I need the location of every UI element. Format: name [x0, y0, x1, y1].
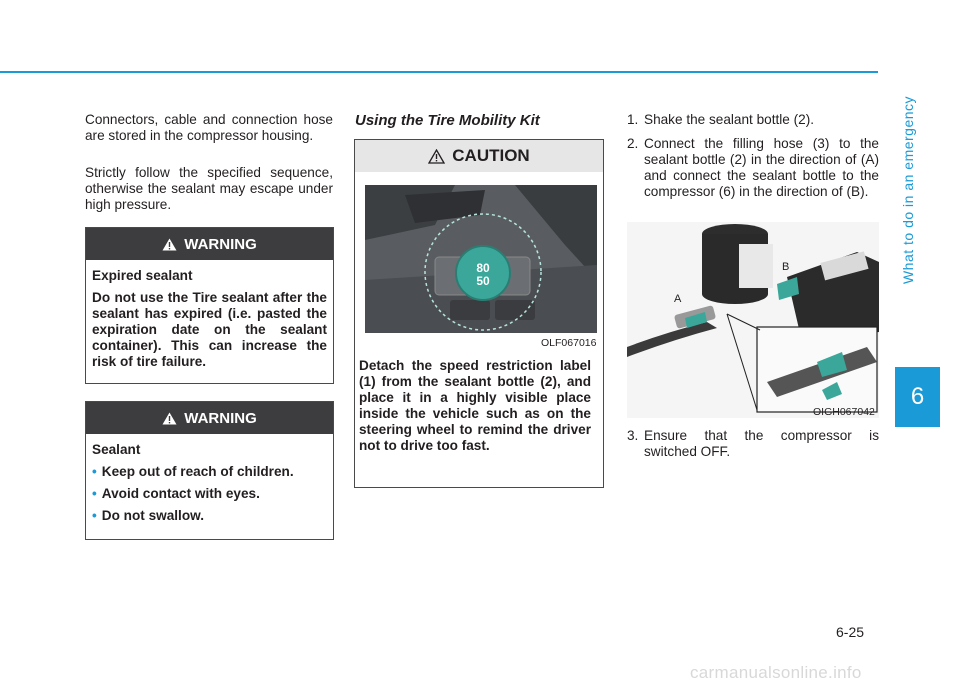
warning-title: Expired sealant	[92, 268, 193, 283]
caution-header-label: CAUTION	[452, 146, 530, 165]
bullet-item: • Do not swallow.	[92, 508, 204, 523]
steps-list	[627, 112, 879, 200]
warning-triangle-icon	[162, 238, 177, 251]
steps-list-continued	[627, 428, 879, 460]
caution-triangle-icon	[428, 149, 445, 164]
section-title: Using the Tire Mobility Kit	[355, 112, 540, 129]
intro-paragraph: Connectors, cable and connection hose are stored in the compressor housing.	[85, 112, 333, 143]
caution-text: Detach the speed restriction label (1) from the sealant bottle (2), and place it in a highly visible place inside the vehicle such as on the steering wheel to remind the driver not to drive too fast.	[359, 358, 591, 453]
sequence-paragraph: Strictly follow the specified sequence, otherwise the sealant may escape under high pressure.	[85, 165, 333, 212]
warning-text: Do not use the Tire sealant after the sealant has expired (i.e. pasted the expiration date on the sealant container). This can increase the risk of tire failure.	[92, 290, 327, 369]
warning-header	[86, 228, 333, 260]
watermark: carmanualsonline.info	[690, 663, 862, 682]
compressor-figure	[627, 222, 879, 418]
chapter-title-tab	[888, 20, 928, 360]
warning-header-label: WARNING	[184, 235, 257, 253]
warning-box-sealant	[85, 401, 334, 540]
step-item: 2. Connect the filling hose (3) to the sealant bottle (2) in the direction of (A) and connect the sealant bottle to the compressor (6) in the direction of (B).	[627, 136, 879, 199]
label-b: B	[782, 261, 790, 273]
warning-header	[86, 402, 333, 434]
figure-code: OIGH067042	[813, 406, 875, 418]
bullet-dot-icon: •	[92, 508, 97, 523]
label-a: A	[674, 293, 682, 305]
caution-header	[355, 140, 603, 172]
warning-triangle-icon	[162, 412, 177, 425]
step-item: 3. Ensure that the compressor is switched OFF.	[627, 428, 879, 459]
page-number: 6-25	[836, 624, 865, 640]
chapter-title: What to do in an emergency	[900, 95, 916, 285]
warning-header-label: WARNING	[184, 409, 257, 427]
chapter-number-tab: 6	[895, 367, 940, 427]
header-rule	[0, 71, 878, 73]
caution-box	[354, 139, 604, 488]
bullet-item: • Avoid contact with eyes.	[92, 486, 260, 501]
step-item: 1. Shake the sealant bottle (2).	[627, 112, 815, 127]
bullet-dot-icon: •	[92, 464, 97, 479]
warning-title: Sealant	[92, 442, 141, 457]
speed-label-photo	[365, 185, 597, 333]
label-top-value: 80	[476, 261, 490, 275]
bullet-item: • Keep out of reach of children.	[92, 464, 294, 479]
image-code: OLF067016	[541, 337, 597, 349]
label-bottom-value: 50	[476, 274, 490, 288]
bullet-dot-icon: •	[92, 486, 97, 501]
warning-box-expired-sealant	[85, 227, 334, 384]
